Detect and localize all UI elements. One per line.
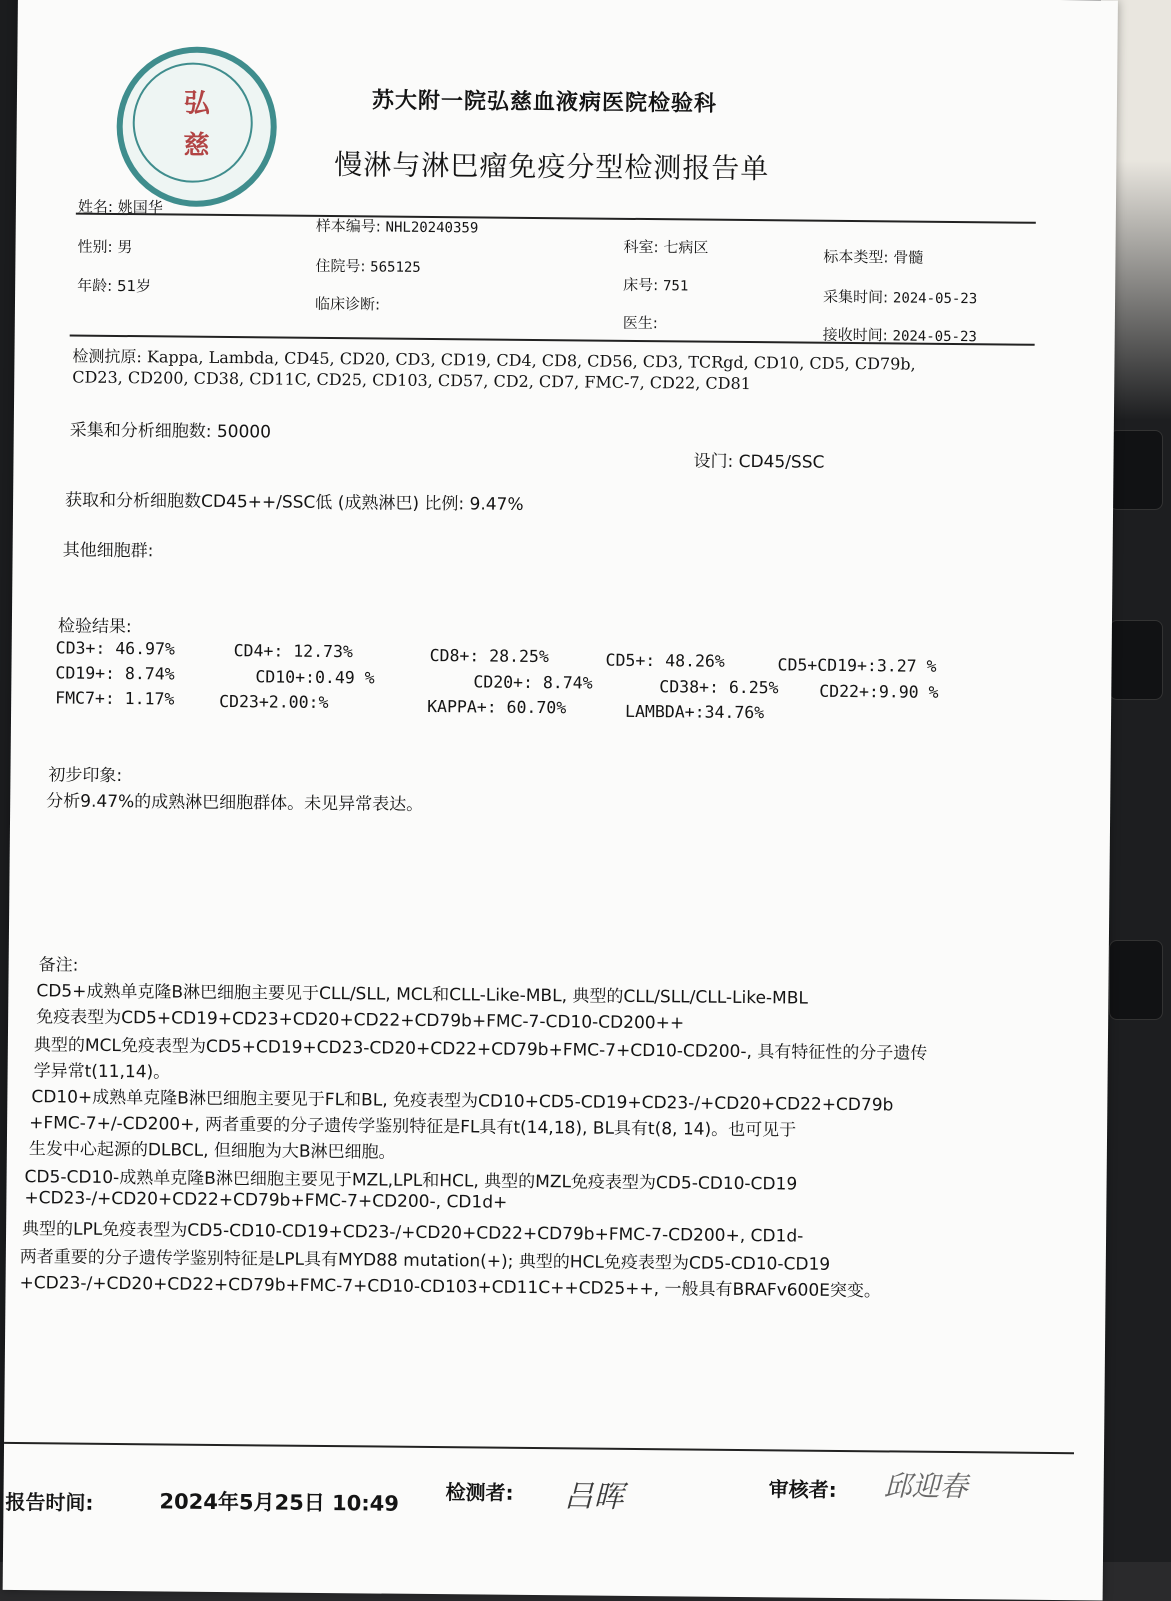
bed-row xyxy=(623,274,688,296)
impression-label: 初步印象: xyxy=(48,765,123,787)
note-line: 生发中心起源的DLBCL, 但细胞为大B淋巴细胞。 xyxy=(28,1139,396,1163)
collect-time-label: 采集时间: xyxy=(823,287,889,307)
result-cd10: CD10+:0.49 % xyxy=(255,667,375,688)
bed-value: 751 xyxy=(662,278,689,295)
keyboard-key xyxy=(1109,620,1163,700)
diagnosis-label: 临床诊断: xyxy=(314,294,381,314)
age-value: 51岁 xyxy=(116,276,152,296)
collect-time-value: 2024-05-23 xyxy=(892,290,978,308)
note-line: 典型的MCL免疫表型为CD5+CD19+CD23-CD20+CD22+CD79b+FMC-7+CD10-CD200-, 具有特征性的分子遗传 xyxy=(33,1035,928,1064)
note-line: 免疫表型为CD5+CD19+CD23+CD20+CD22+CD79b+FMC-7-CD10-CD200++ xyxy=(36,1007,685,1034)
patient-sex-row xyxy=(77,236,132,258)
receive-time-value: 2024-05-23 xyxy=(892,328,977,346)
note-line: CD10+成熟单克隆B淋巴细胞主要见于FL和BL, 免疫表型为CD10+CD5-CD19+CD23-/+CD20+CD22+CD79b xyxy=(31,1087,894,1116)
sample-no-label: 样本编号: xyxy=(315,216,381,236)
dept-label: 科室: xyxy=(623,237,659,257)
note-line: 两者重要的分子遗传学鉴别特征是LPL具有MYD88 mutation(+); 典型的HCL免疫表型为CD5-CD10-CD19 xyxy=(19,1247,831,1275)
sample-no-row xyxy=(316,215,479,238)
doctor-label: 医生: xyxy=(622,313,658,333)
name-value: 姚国华 xyxy=(117,197,163,217)
result-lambda: LAMBDA+:34.76% xyxy=(625,701,765,723)
note-line: 典型的LPL免疫表型为CD5-CD10-CD19+CD23-/+CD20+CD22+CD79b+FMC-7-CD200+, CD1d- xyxy=(22,1219,804,1247)
logo-char-2: 慈 xyxy=(183,130,210,161)
note-line: +CD23-/+CD20+CD22+CD79b+FMC-7+CD10-CD103+CD11C++CD25++, 一般具有BRAFv600E突变。 xyxy=(19,1273,882,1302)
patient-age-row xyxy=(77,275,151,297)
antigen-line-2: CD23, CD200, CD38, CD11C, CD25, CD103, CD57, CD2, CD7, FMC-7, CD22, CD81 xyxy=(72,367,751,394)
result-cd5: CD5+: 48.26% xyxy=(605,650,725,671)
hospital-logo xyxy=(116,46,278,208)
keyboard-key xyxy=(1109,430,1163,510)
reviewer-signature: 邱迎春 xyxy=(883,1469,968,1504)
footer-rule xyxy=(4,1442,1074,1454)
result-cd38: CD38+: 6.25% xyxy=(659,677,779,698)
note-line: +CD23-/+CD20+CD22+CD79b+FMC-7+CD200-, CD1d+ xyxy=(24,1188,508,1213)
results-label: 检验结果: xyxy=(57,616,132,638)
note-line: +FMC-7+/-CD200+, 两者重要的分子遗传学鉴别特征是FL具有t(14,18), BL具有t(8, 14)。也可见于 xyxy=(29,1113,797,1141)
result-cd5-cd19: CD5+CD19+:3.27 % xyxy=(777,655,937,676)
collect-time-row xyxy=(823,286,977,308)
note-line: CD5-CD10-成熟单克隆B淋巴细胞主要见于MZL,LPL和HCL, 典型的MZL免疫表型为CD5-CD10-CD19 xyxy=(24,1167,798,1195)
lymph-ratio: 获取和分析细胞数CD45++/SSC低 (成熟淋巴) 比例: 9.47% xyxy=(65,490,524,515)
inpatient-no-label: 住院号: xyxy=(315,256,366,276)
hospital-name: 苏大附一院弘慈血液病医院检验科 xyxy=(371,88,718,117)
specimen-row xyxy=(823,246,923,268)
diagnosis-row xyxy=(315,293,380,315)
inpatient-no-row xyxy=(315,255,421,277)
doctor-row xyxy=(623,312,658,333)
impression-text: 分析9.47%的成熟淋巴细胞群体。未见异常表达。 xyxy=(46,791,424,815)
result-cd19: CD19+: 8.74% xyxy=(55,663,175,684)
note-line: 学异常t(11,14)。 xyxy=(33,1061,171,1083)
dept-value: 七病区 xyxy=(663,238,709,257)
sex-value: 男 xyxy=(117,237,133,257)
result-cd23: CD23+2.00:% xyxy=(219,691,329,713)
gate-setting: 设门: CD45/SSC xyxy=(693,451,825,473)
result-kappa: KAPPA+: 60.70% xyxy=(427,696,567,718)
report-time-value: 2024年5月25日 10:49 xyxy=(159,1489,400,1516)
result-cd4: CD4+: 12.73% xyxy=(233,641,353,662)
note-line: CD5+成熟单克隆B淋巴细胞主要见于CLL/SLL, MCL和CLL-Like-MBL, 典型的CLL/SLL/CLL-Like-MBL xyxy=(36,981,808,1009)
result-cd3: CD3+: 46.97% xyxy=(55,638,175,659)
report-time-label: 报告时间: xyxy=(5,1489,94,1515)
inpatient-no-value: 565125 xyxy=(370,259,421,276)
name-label: 姓名: xyxy=(77,197,114,216)
report-sheet xyxy=(3,0,1118,1600)
cell-count: 采集和分析细胞数: 50000 xyxy=(69,420,272,443)
header-rule xyxy=(76,213,1036,224)
sample-no-value: NHL20240359 xyxy=(385,219,479,237)
reviewer-label: 审核者: xyxy=(768,1477,837,1502)
age-label: 年龄: xyxy=(77,276,113,295)
result-fmc7: FMC7+: 1.17% xyxy=(55,688,175,709)
logo-ring xyxy=(132,62,253,183)
receive-time-label: 接收时间: xyxy=(822,325,888,345)
keyboard-key xyxy=(1109,940,1163,1020)
specimen-value: 骨髓 xyxy=(893,248,924,267)
notes-label: 备注: xyxy=(38,955,79,976)
specimen-label: 标本类型: xyxy=(823,247,889,267)
report-title: 慢淋与淋巴瘤免疫分型检测报告单 xyxy=(334,148,770,186)
patient-name-row xyxy=(78,196,163,218)
sex-label: 性别: xyxy=(77,237,113,256)
other-cell-label: 其他细胞群: xyxy=(62,540,154,562)
tester-signature: 吕晖 xyxy=(563,1479,624,1515)
logo-char-1: 弘 xyxy=(183,88,211,119)
antigen-line-1: 检测抗原: Kappa, Lambda, CD45, CD20, CD3, CD19, CD4, CD8, CD56, CD3, TCRgd, CD10, CD5, CD79b, xyxy=(72,346,916,374)
result-cd20: CD20+: 8.74% xyxy=(473,672,593,693)
bed-label: 床号: xyxy=(623,275,659,295)
result-cd22: CD22+:9.90 % xyxy=(819,681,939,702)
dept-row xyxy=(623,236,708,258)
tester-label: 检测者: xyxy=(445,1480,514,1505)
result-cd8: CD8+: 28.25% xyxy=(429,645,549,667)
